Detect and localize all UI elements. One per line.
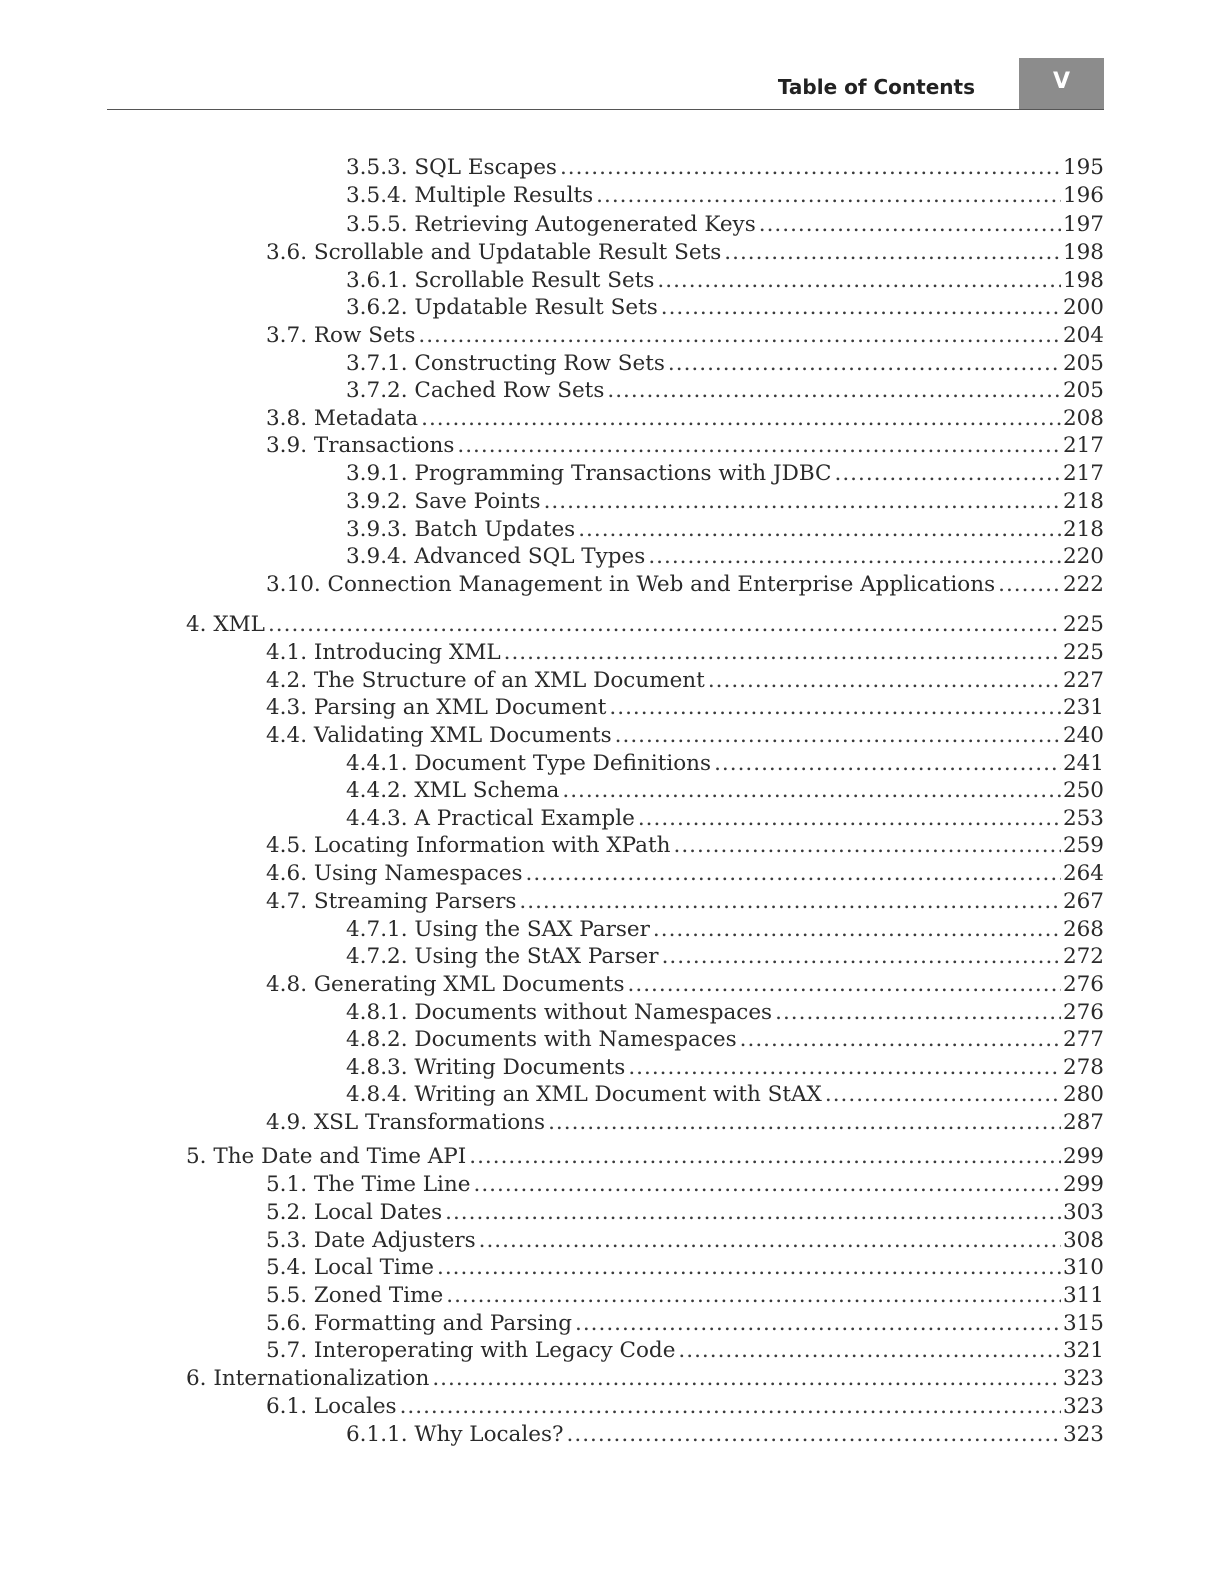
toc-entry [266,1254,1104,1282]
toc-entry [186,611,1104,639]
dot-leader [544,488,1061,516]
toc-entry-title: 4.5. Locating Information with XPath [266,833,671,858]
toc-entry-page: 323 [1062,1394,1104,1419]
toc-entry-page: 276 [1062,1000,1104,1025]
dot-leader [708,667,1061,695]
toc-entry-title: 4.8.3. Writing Documents [346,1055,626,1080]
toc-entry-title: 4.1. Introducing XML [266,640,501,665]
toc-entry-page: 225 [1062,612,1104,637]
toc-entry-title: 4.4.1. Document Type Definitions [346,751,712,776]
toc-entry-page: 303 [1062,1200,1104,1225]
toc-entry [266,1171,1104,1199]
toc-entry [346,1026,1104,1054]
toc-entry [266,694,1104,722]
toc-entry [346,943,1104,971]
toc-entry-page: 227 [1062,668,1104,693]
toc-entry [346,350,1104,378]
dot-leader [648,543,1061,571]
dot-leader [437,1254,1061,1282]
dot-leader [526,860,1061,888]
toc-entry-title: 4.4. Validating XML Documents [266,723,612,748]
dot-leader [638,805,1061,833]
toc-entry [346,916,1104,944]
dot-leader [446,1282,1061,1310]
toc-entry-title: 3.7. Row Sets [266,323,416,348]
toc-entry-title: 4.8. Generating XML Documents [266,972,625,997]
toc-entry-title: 5.7. Interoperating with Legacy Code [266,1338,676,1363]
toc-entry-page: 196 [1062,183,1104,208]
toc-entry [266,1109,1104,1137]
toc-entry-title: 5.4. Local Time [266,1255,434,1280]
toc-entry-title: 4.8.4. Writing an XML Document with StAX [346,1082,822,1107]
dot-leader [421,405,1061,433]
toc-entry-page: 220 [1062,544,1104,569]
toc-entry-title: 3.5.4. Multiple Results [346,183,594,208]
toc-entry-page: 222 [1062,572,1104,597]
toc-entry-page: 205 [1062,378,1104,403]
toc-entry-title: 3.9. Transactions [266,433,455,458]
toc-entry [346,805,1104,833]
toc-entry-title: 4.2. The Structure of an XML Document [266,668,705,693]
toc-entry [346,543,1104,571]
dot-leader [628,971,1061,999]
toc-entry [346,1421,1104,1449]
toc-entry [266,405,1104,433]
dot-leader [400,1393,1061,1421]
toc-entry [266,571,1104,599]
toc-entry [266,888,1104,916]
dot-leader [607,377,1061,405]
dot-leader [268,611,1061,639]
dot-leader [578,516,1061,544]
toc-entry-title: 3.6.1. Scrollable Result Sets [346,268,655,293]
toc-entry-page: 241 [1062,751,1104,776]
toc-entry [266,322,1104,350]
toc-entry [266,667,1104,695]
dot-leader [628,1054,1061,1082]
toc-entry-title: 4.8.1. Documents without Namespaces [346,1000,773,1025]
dot-leader [548,1109,1061,1137]
dot-leader [775,999,1061,1027]
toc-entry-page: 253 [1062,806,1104,831]
toc-entry-page: 323 [1062,1366,1104,1391]
toc-entry-page: 195 [1062,155,1104,180]
dot-leader [759,211,1061,239]
dot-leader [445,1199,1061,1227]
toc-entry [266,971,1104,999]
toc-entry [346,1054,1104,1082]
dot-leader [724,239,1061,267]
toc-entry [346,999,1104,1027]
toc-entry [346,377,1104,405]
toc-entry [346,777,1104,805]
toc-entry [266,1393,1104,1421]
dot-leader [678,1337,1061,1365]
toc-entry-page: 205 [1062,351,1104,376]
toc-entry [266,860,1104,888]
dot-leader [662,943,1061,971]
dot-leader [740,1026,1061,1054]
toc-entry-title: 3.7.1. Constructing Row Sets [346,351,665,376]
toc-entry-page: 217 [1062,433,1104,458]
toc-entry-title: 3.9.3. Batch Updates [346,517,576,542]
toc-entry [346,154,1104,182]
toc-entry-page: 268 [1062,917,1104,942]
toc-entry-title: 3.7.2. Cached Row Sets [346,378,605,403]
toc-entry-title: 5. The Date and Time API [186,1144,467,1169]
toc-entry-page: 310 [1062,1255,1104,1280]
toc-entry-page: 287 [1062,1110,1104,1135]
toc-entry [266,1227,1104,1255]
dot-leader [609,694,1061,722]
toc-entry [266,239,1104,267]
toc-entry-page: 240 [1062,723,1104,748]
toc-entry-page: 308 [1062,1228,1104,1253]
dot-leader [418,322,1061,350]
toc-entry [266,432,1104,460]
dot-leader [657,267,1061,295]
toc-entry-title: 3.8. Metadata [266,406,419,431]
dot-leader [519,888,1061,916]
toc-entry-page: 218 [1062,517,1104,542]
toc-entry [266,1199,1104,1227]
toc-entry-page: 272 [1062,944,1104,969]
toc-entry-title: 4.7.2. Using the StAX Parser [346,944,659,969]
toc-entry-title: 6.1.1. Why Locales? [346,1422,564,1447]
toc-entry-page: 204 [1062,323,1104,348]
toc-entry [346,267,1104,295]
toc-entry [346,1081,1104,1109]
toc-entry-page: 217 [1062,461,1104,486]
toc-entry-title: 4.9. XSL Transformations [266,1110,546,1135]
toc-entry-page: 231 [1062,695,1104,720]
dot-leader [615,722,1061,750]
toc-entry [346,294,1104,322]
dot-leader [560,154,1061,182]
dot-leader [661,294,1061,322]
toc-entry [346,516,1104,544]
dot-leader [834,460,1060,488]
toc-entry-page: 200 [1062,295,1104,320]
toc-entry [186,1365,1104,1393]
toc-entry [266,639,1104,667]
toc-entry-page: 197 [1062,212,1104,237]
toc-entry [346,211,1104,239]
toc-entry-page: 250 [1062,778,1104,803]
dot-leader [562,777,1061,805]
dot-leader [479,1227,1061,1255]
dot-leader [673,832,1060,860]
toc-entry-page: 225 [1062,640,1104,665]
toc-entry-title: 3.9.1. Programming Transactions with JDBC [346,461,832,486]
toc-entry-page: 278 [1062,1055,1104,1080]
toc-entry-page: 315 [1062,1311,1104,1336]
dot-leader [469,1143,1061,1171]
toc-entry-title: 4.4.2. XML Schema [346,778,560,803]
toc-entry-page: 208 [1062,406,1104,431]
running-header [107,58,1104,110]
toc-entry-title: 3.9.4. Advanced SQL Types [346,544,646,569]
dot-leader [504,639,1061,667]
toc-entry-title: 4.3. Parsing an XML Document [266,695,607,720]
toc-entry-page: 276 [1062,972,1104,997]
toc-entry-page: 280 [1062,1082,1104,1107]
toc-entry [346,750,1104,778]
toc-entry-title: 5.5. Zoned Time [266,1283,444,1308]
dot-leader [596,182,1061,210]
toc-entry-page: 299 [1062,1172,1104,1197]
toc-entry [266,1282,1104,1310]
toc-entry-title: 4. XML [186,612,265,637]
toc-entry-title: 4.4.3. A Practical Example [346,806,635,831]
toc-entry-page: 198 [1062,268,1104,293]
dot-leader [653,916,1061,944]
toc-entry-page: 277 [1062,1027,1104,1052]
toc-entry [266,1337,1104,1365]
toc-entry [346,460,1104,488]
header-title: Table of Contents [777,75,975,99]
toc-entry-title: 3.5.3. SQL Escapes [346,155,557,180]
toc-entry-page: 321 [1062,1338,1104,1363]
toc-entry-title: 5.3. Date Adjusters [266,1228,476,1253]
toc-entry-title: 3.9.2. Save Points [346,489,541,514]
toc-entry [346,182,1104,210]
toc-entry [186,1143,1104,1171]
dot-leader [567,1421,1061,1449]
dot-leader [474,1171,1061,1199]
dot-leader [825,1081,1061,1109]
toc-entry-title: 4.6. Using Namespaces [266,861,523,886]
toc-entry [266,832,1104,860]
dot-leader [998,571,1061,599]
toc-entry-title: 4.7.1. Using the SAX Parser [346,917,650,942]
dot-leader [714,750,1061,778]
toc-entry-page: 259 [1062,833,1104,858]
toc-entry-title: 5.1. The Time Line [266,1172,471,1197]
toc-entry-title: 3.6. Scrollable and Updatable Result Sets [266,240,722,265]
toc-entry-title: 3.5.5. Retrieving Autogenerated Keys [346,212,756,237]
toc-entry-page: 264 [1062,861,1104,886]
toc-entry-page: 299 [1062,1144,1104,1169]
toc-entry [346,488,1104,516]
dot-leader [432,1365,1061,1393]
dot-leader [668,350,1061,378]
toc-entry-page: 267 [1062,889,1104,914]
toc-entry-title: 4.8.2. Documents with Namespaces [346,1027,737,1052]
toc-entry-title: 5.6. Formatting and Parsing [266,1311,573,1336]
toc-entry-page: 323 [1062,1422,1104,1447]
toc-entry-title: 6. Internationalization [186,1366,430,1391]
toc-entry-title: 3.6.2. Updatable Result Sets [346,295,658,320]
toc-entry-title: 5.2. Local Dates [266,1200,443,1225]
dot-leader [457,432,1061,460]
toc-entry [266,722,1104,750]
toc-entry-page: 218 [1062,489,1104,514]
toc-entry-title: 6.1. Locales [266,1394,397,1419]
toc-entry-title: 3.10. Connection Management in Web and Enterprise Applications [266,572,996,597]
toc-entry-title: 4.7. Streaming Parsers [266,889,517,914]
page-number-box: V [1019,58,1104,109]
toc-entry-page: 311 [1062,1283,1104,1308]
toc-entry [266,1310,1104,1338]
toc-entry-page: 198 [1062,240,1104,265]
dot-leader [575,1310,1061,1338]
